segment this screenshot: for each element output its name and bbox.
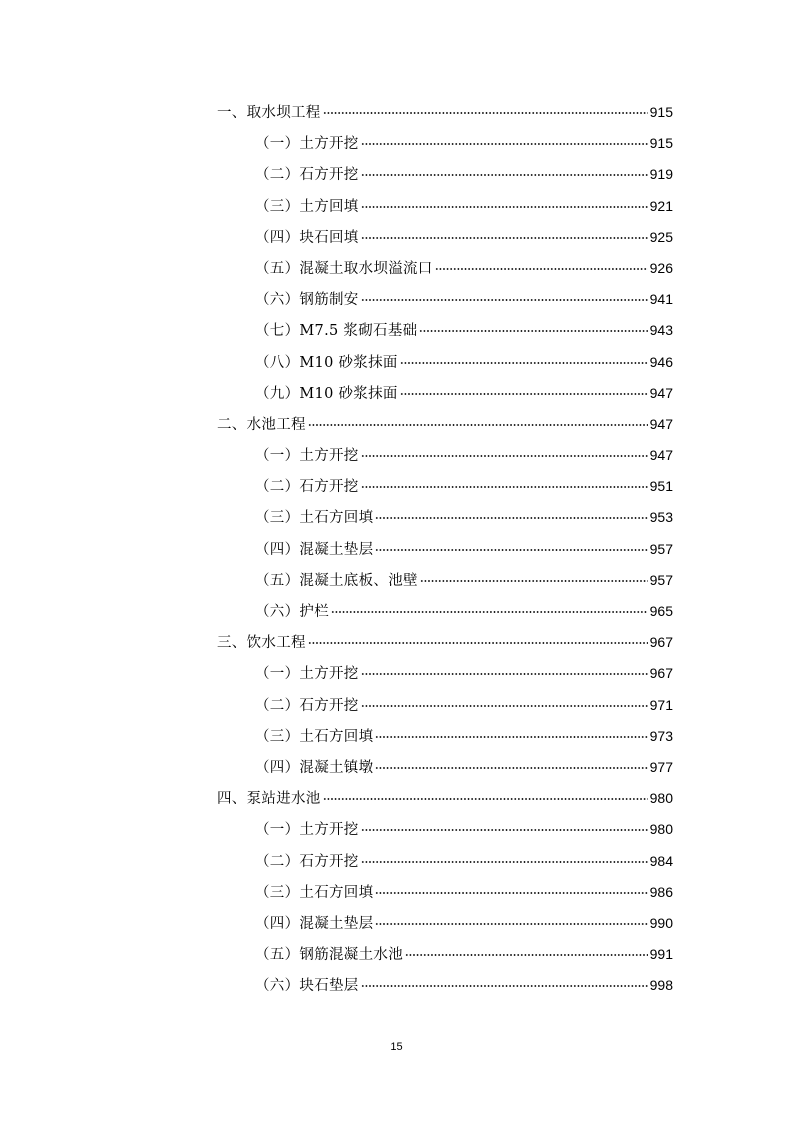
toc-entry-page-number: 991	[649, 946, 673, 963]
toc-entry-title: （二）石方开挖	[255, 479, 359, 496]
toc-section-entry[interactable]	[217, 97, 673, 128]
toc-subsection-entry[interactable]	[217, 502, 673, 533]
toc-entry-title: （三）土石方回填	[255, 510, 374, 527]
toc-entry-title: （二）石方开挖	[255, 167, 359, 184]
toc-dot-leader	[308, 424, 648, 426]
toc-entry-title: （三）土石方回填	[255, 728, 374, 745]
toc-subsection-entry[interactable]	[217, 690, 673, 721]
toc-entry-title: （九）M10 砂浆抹面	[255, 385, 398, 402]
toc-entry-title: （四）混凝土垫层	[255, 915, 374, 932]
toc-entry-page-number: 971	[649, 696, 673, 713]
toc-entry-page-number: 921	[649, 197, 673, 214]
toc-subsection-entry[interactable]	[217, 814, 673, 845]
toc-dot-leader	[361, 861, 648, 863]
toc-entry-page-number: 947	[649, 447, 673, 464]
toc-subsection-entry[interactable]	[217, 471, 673, 502]
toc-entry-title: （一）土方开挖	[255, 136, 359, 153]
toc-dot-leader	[420, 580, 648, 582]
toc-subsection-entry[interactable]	[217, 128, 673, 159]
table-of-contents	[217, 97, 673, 1001]
toc-subsection-entry[interactable]	[217, 284, 673, 315]
toc-dot-leader	[323, 798, 648, 800]
toc-entry-title: 四、泵站进水池	[217, 791, 321, 808]
toc-subsection-entry[interactable]	[217, 378, 673, 409]
toc-entry-title: （七）M7.5 浆砌石基础	[255, 323, 418, 340]
toc-dot-leader	[375, 736, 647, 738]
toc-entry-page-number: 967	[649, 634, 673, 651]
toc-entry-page-number: 977	[649, 758, 673, 775]
toc-entry-title: （二）石方开挖	[255, 853, 359, 870]
toc-entry-title: （一）土方开挖	[255, 822, 359, 839]
toc-entry-title: （四）混凝土镇墩	[255, 759, 374, 776]
toc-section-entry[interactable]	[217, 783, 673, 814]
toc-entry-title: （一）土方开挖	[255, 448, 359, 465]
toc-entry-title: （五）钢筋混凝土水池	[255, 947, 403, 964]
toc-dot-leader	[361, 143, 648, 145]
toc-dot-leader	[361, 455, 648, 457]
toc-entry-page-number: 919	[649, 166, 673, 183]
toc-subsection-entry[interactable]	[217, 159, 673, 190]
toc-dot-leader	[361, 299, 648, 301]
toc-entry-page-number: 967	[649, 665, 673, 682]
toc-dot-leader	[375, 892, 647, 894]
toc-subsection-entry[interactable]	[217, 846, 673, 877]
toc-subsection-entry[interactable]	[217, 596, 673, 627]
toc-subsection-entry[interactable]	[217, 347, 673, 378]
toc-entry-title: （三）土石方回填	[255, 884, 374, 901]
toc-subsection-entry[interactable]	[217, 721, 673, 752]
toc-entry-title: （五）混凝土取水坝溢流口	[255, 260, 433, 277]
toc-entry-page-number: 990	[649, 914, 673, 931]
toc-entry-page-number: 973	[649, 727, 673, 744]
toc-subsection-entry[interactable]	[217, 253, 673, 284]
toc-entry-page-number: 925	[649, 228, 673, 245]
toc-subsection-entry[interactable]	[217, 908, 673, 939]
toc-dot-leader	[308, 642, 648, 644]
toc-dot-leader	[375, 767, 647, 769]
toc-entry-page-number: 926	[649, 259, 673, 276]
toc-entry-title: （一）土方开挖	[255, 666, 359, 683]
toc-subsection-entry[interactable]	[217, 752, 673, 783]
toc-subsection-entry[interactable]	[217, 534, 673, 565]
toc-section-entry[interactable]	[217, 409, 673, 440]
toc-entry-page-number: 941	[649, 291, 673, 308]
toc-subsection-entry[interactable]	[217, 440, 673, 471]
toc-dot-leader	[323, 112, 648, 114]
toc-subsection-entry[interactable]	[217, 877, 673, 908]
toc-dot-leader	[400, 362, 648, 364]
toc-entry-page-number: 951	[649, 478, 673, 495]
toc-entry-title: 二、水池工程	[217, 416, 306, 433]
toc-subsection-entry[interactable]	[217, 565, 673, 596]
toc-entry-title: （二）石方开挖	[255, 697, 359, 714]
toc-dot-leader	[375, 923, 647, 925]
toc-dot-leader	[361, 206, 648, 208]
toc-dot-leader	[361, 237, 648, 239]
toc-dot-leader	[375, 517, 647, 519]
toc-entry-page-number: 953	[649, 509, 673, 526]
toc-entry-page-number: 986	[649, 883, 673, 900]
toc-subsection-entry[interactable]	[217, 970, 673, 1001]
toc-entry-title: （四）混凝土垫层	[255, 541, 374, 558]
toc-entry-page-number: 947	[649, 415, 673, 432]
toc-dot-leader	[419, 330, 647, 332]
toc-entry-page-number: 980	[649, 790, 673, 807]
toc-subsection-entry[interactable]	[217, 315, 673, 346]
toc-entry-title: （六）护栏	[255, 604, 329, 620]
toc-dot-leader	[361, 829, 648, 831]
toc-subsection-entry[interactable]	[217, 658, 673, 689]
toc-dot-leader	[361, 673, 648, 675]
toc-entry-page-number: 980	[649, 821, 673, 838]
toc-entry-title: 一、取水坝工程	[217, 105, 321, 121]
toc-entry-page-number: 957	[649, 571, 673, 588]
toc-entry-page-number: 946	[649, 353, 673, 370]
toc-entry-page-number: 947	[649, 384, 673, 401]
toc-entry-page-number: 943	[649, 322, 673, 339]
toc-dot-leader	[400, 393, 648, 395]
toc-dot-leader	[361, 705, 648, 707]
toc-entry-title: （八）M10 砂浆抹面	[255, 354, 398, 371]
toc-entry-title: （六）钢筋制安	[255, 292, 359, 309]
toc-dot-leader	[361, 486, 648, 488]
page-number: 15	[390, 1041, 403, 1053]
toc-dot-leader	[405, 954, 648, 956]
toc-entry-page-number: 965	[649, 603, 673, 619]
toc-subsection-entry[interactable]	[217, 939, 673, 970]
toc-dot-leader	[361, 985, 648, 987]
toc-dot-leader	[361, 174, 648, 176]
toc-entry-page-number: 957	[649, 540, 673, 557]
toc-entry-page-number: 915	[649, 104, 673, 120]
toc-subsection-entry[interactable]	[217, 191, 673, 222]
toc-dot-leader	[375, 549, 647, 551]
toc-entry-title: （四）块石回填	[255, 229, 359, 246]
toc-entry-page-number: 998	[649, 977, 673, 994]
toc-entry-title: （三）土方回填	[255, 198, 359, 215]
toc-entry-title: 三、饮水工程	[217, 635, 306, 652]
toc-entry-page-number: 984	[649, 852, 673, 869]
toc-dot-leader	[331, 611, 648, 613]
toc-subsection-entry[interactable]	[217, 222, 673, 253]
toc-dot-leader	[435, 268, 648, 270]
toc-entry-title: （六）块石垫层	[255, 978, 359, 995]
toc-entry-page-number: 915	[649, 135, 673, 152]
toc-entry-title: （五）混凝土底板、池壁	[255, 572, 418, 589]
toc-section-entry[interactable]	[217, 627, 673, 658]
